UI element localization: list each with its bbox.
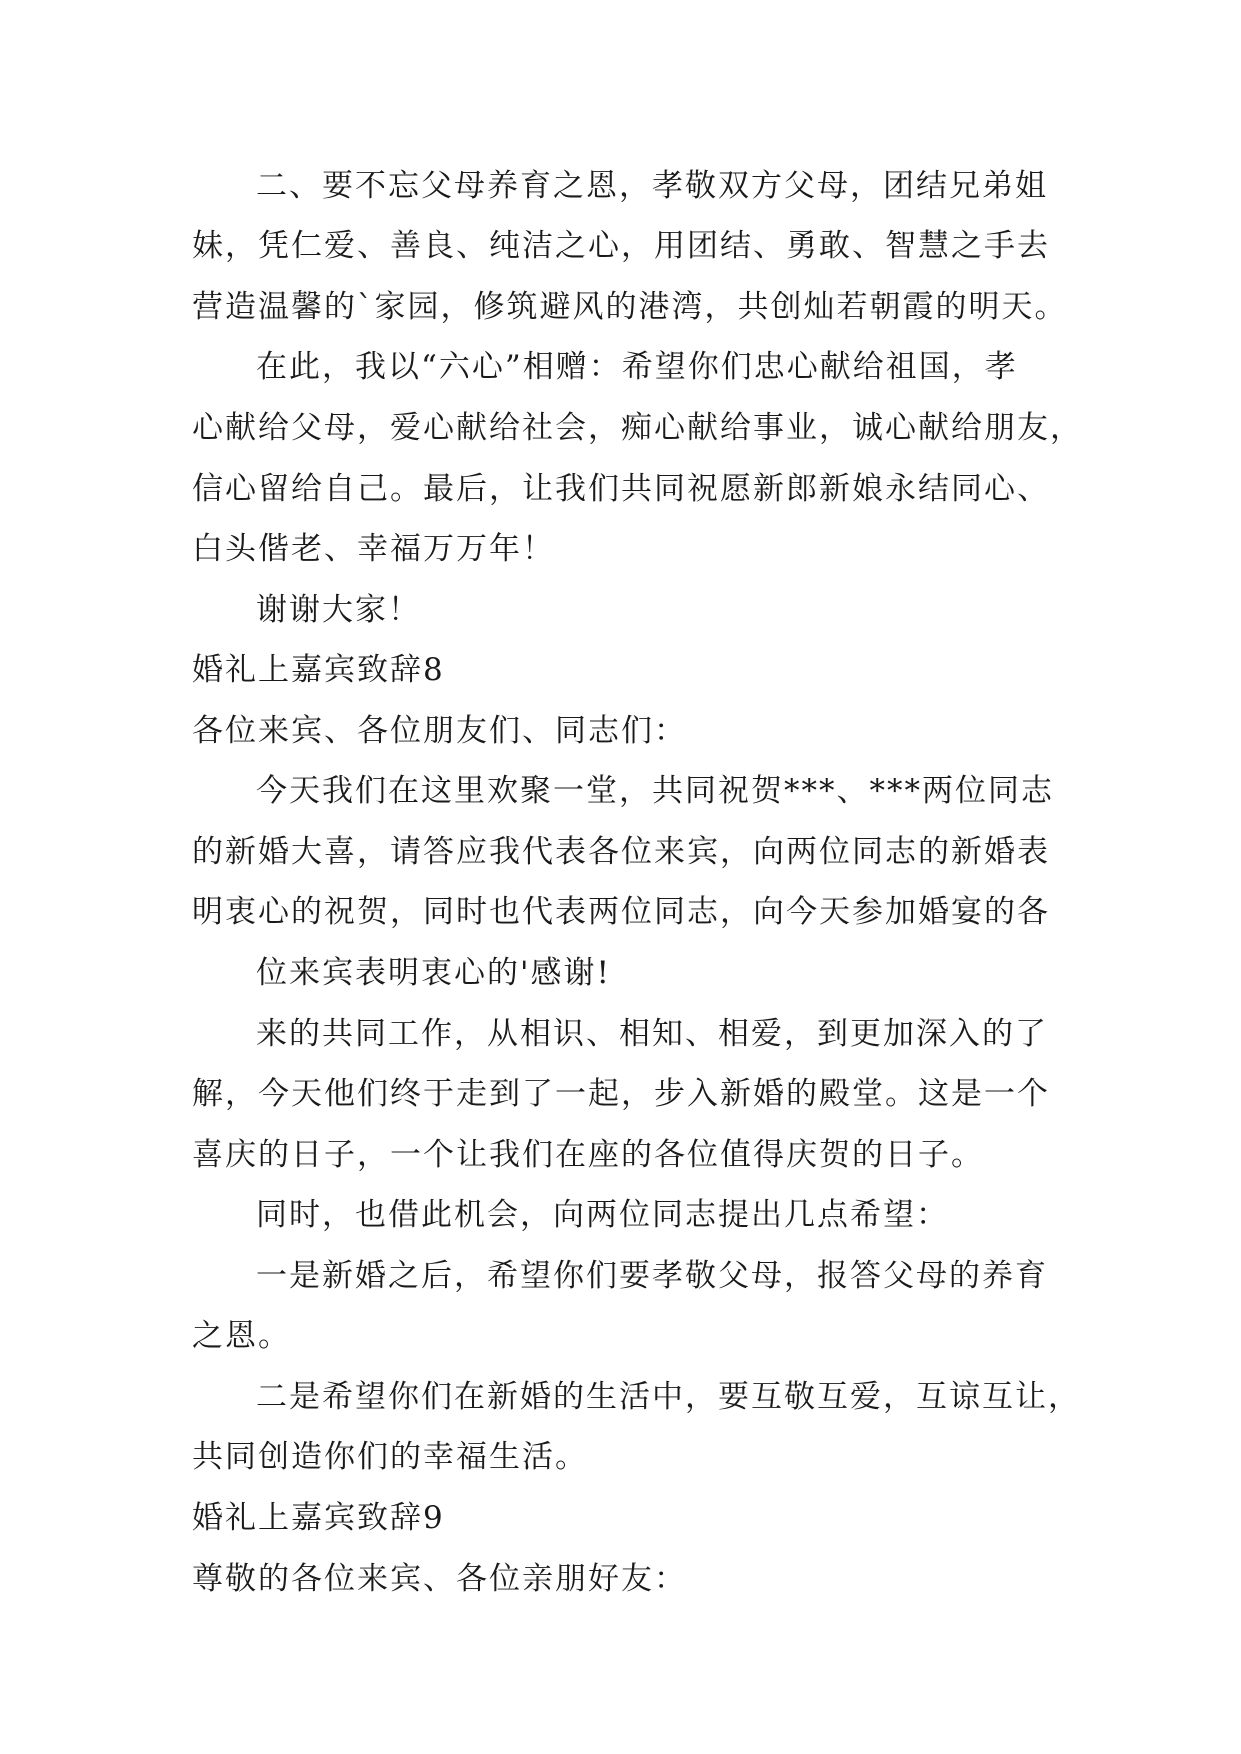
- paragraph-line: 同时，也借此机会，向两位同志提出几点希望：: [256, 1197, 949, 1233]
- salutation: 各位来宾、各位朋友们、同志们：: [192, 713, 687, 749]
- paragraph-line: 喜庆的日子，一个让我们在座的各位值得庆贺的日子。: [192, 1137, 984, 1173]
- paragraph-line: 之恩。: [192, 1318, 291, 1354]
- paragraph-line: 谢谢大家！: [256, 592, 421, 628]
- paragraph-line: 来的共同工作，从相识、相知、相爱，到更加深入的了: [256, 1016, 1048, 1052]
- paragraph-line: 解，今天他们终于走到了一起，步入新婚的殿堂。这是一个: [192, 1076, 1050, 1112]
- section-heading: 婚礼上嘉宾致辞9: [192, 1500, 445, 1536]
- paragraph-line: 营造温馨的`家园，修筑避风的港湾，共创灿若朝霞的明天。: [192, 289, 1068, 325]
- paragraph-line: 白头偕老、幸福万万年！: [192, 531, 555, 567]
- paragraph-line: 妹，凭仁爱、善良、纯洁之心，用团结、勇敢、智慧之手去: [192, 228, 1050, 264]
- paragraph-line: 明衷心的祝贺，同时也代表两位同志，向今天参加婚宴的各: [192, 894, 1050, 930]
- paragraph-line: 一是新婚之后，希望你们要孝敬父母，报答父母的养育: [256, 1258, 1048, 1294]
- paragraph-line: 信心留给自己。最后，让我们共同祝愿新郎新娘永结同心、: [192, 471, 1050, 507]
- paragraph-line: 二、要不忘父母养育之恩，孝敬双方父母，团结兄弟姐: [256, 168, 1048, 204]
- salutation: 尊敬的各位来宾、各位亲朋好友：: [192, 1561, 687, 1597]
- paragraph-line: 位来宾表明衷心的'感谢!: [256, 955, 611, 991]
- paragraph-line: 二是希望你们在新婚的生活中，要互敬互爱，互谅互让，: [256, 1379, 1081, 1415]
- paragraph-line: 在此，我以“六心”相赠：希望你们忠心献给祖国，孝: [256, 349, 1018, 385]
- paragraph-line: 共同创造你们的幸福生活。: [192, 1439, 588, 1475]
- paragraph-line: 今天我们在这里欢聚一堂，共同祝贺***、***两位同志: [256, 773, 1054, 809]
- section-heading: 婚礼上嘉宾致辞8: [192, 652, 445, 688]
- paragraph-line: 的新婚大喜，请答应我代表各位来宾，向两位同志的新婚表: [192, 834, 1050, 870]
- paragraph-line: 心献给父母，爱心献给社会，痴心献给事业，诚心献给朋友，: [192, 410, 1083, 446]
